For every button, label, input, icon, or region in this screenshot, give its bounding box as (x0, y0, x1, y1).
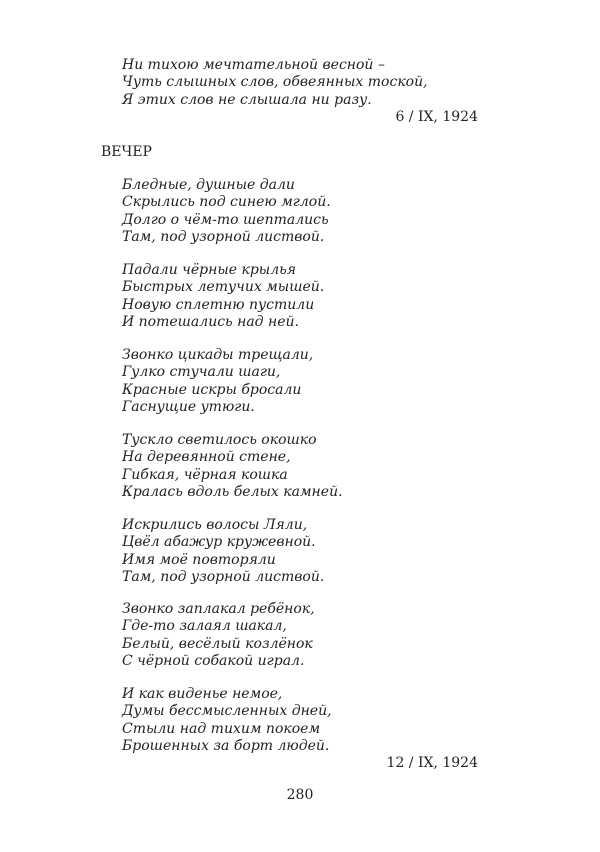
verse-line: На деревянной стене, (122, 449, 291, 466)
stanza (122, 262, 324, 331)
verse-line: Там, под узорной листвой. (122, 568, 325, 585)
verse-line: Там, под узорной листвой. (122, 228, 325, 245)
stanza (122, 177, 331, 246)
stanza (122, 686, 332, 755)
stanza (122, 601, 315, 670)
page-number: 280 (286, 787, 314, 803)
verse-line: Звонко цикады трещали, (122, 347, 314, 363)
stanza (122, 347, 313, 416)
verse-line: Новую сплетню пустили (122, 296, 315, 313)
verse-line: С чёрной собакой играл. (122, 652, 305, 669)
verse-line: Долго о чём-то шептались (122, 211, 329, 228)
verse-line: Скрылись под синею мглой. (122, 194, 331, 211)
verse-line: Имя моё повторяли (122, 551, 276, 568)
verse-line: Быстрых летучих мышей. (122, 279, 325, 296)
verse-line: Искрились волосы Ляли, (122, 517, 308, 533)
verse-line: Гибкая, чёрная кошка (122, 466, 288, 483)
verse-line: Звонко заплакал ребёнок, (122, 601, 315, 617)
verse-line: Падали чёрные крылья (122, 262, 297, 278)
verse-line: Думы бессмысленных дней, (122, 703, 332, 720)
verse-line: И потешались над ней. (122, 313, 299, 330)
poem-title: ВЕЧЕР (101, 144, 152, 160)
verse-line: И как виденье немое, (122, 686, 283, 702)
verse-line: Чуть слышных слов, обвеянных тоской, (122, 74, 428, 91)
verse-line: Я этих слов не слышала ни разу. (122, 91, 372, 108)
verse-line: Где-то залаял шакал, (122, 618, 287, 635)
verse-line: Красные искры бросали (122, 381, 302, 398)
verse-line: Брошенных за борт людей. (122, 737, 330, 754)
verse-line: Белый, весёлый козлёнок (122, 635, 313, 652)
poem-date: 6 / IX, 1924 (395, 109, 478, 125)
verse-line: Бледные, душные дали (122, 177, 295, 193)
verse-line: Тускло светилось окошко (122, 432, 317, 448)
verse-line: Гаснущие утюги. (122, 398, 255, 415)
stanza (122, 432, 343, 501)
verse-line: Гулко стучали шаги, (122, 364, 281, 381)
stanza (122, 57, 428, 109)
poem-date: 12 / IX, 1924 (386, 755, 478, 771)
verse-line: Кралась вдоль белых камней. (122, 483, 343, 500)
verse-line: Ни тихою мечтательной весной – (122, 57, 385, 73)
verse-line: Цвёл абажур кружевной. (122, 534, 316, 551)
stanza (122, 517, 324, 586)
verse-line: Стыли над тихим покоем (122, 720, 321, 737)
